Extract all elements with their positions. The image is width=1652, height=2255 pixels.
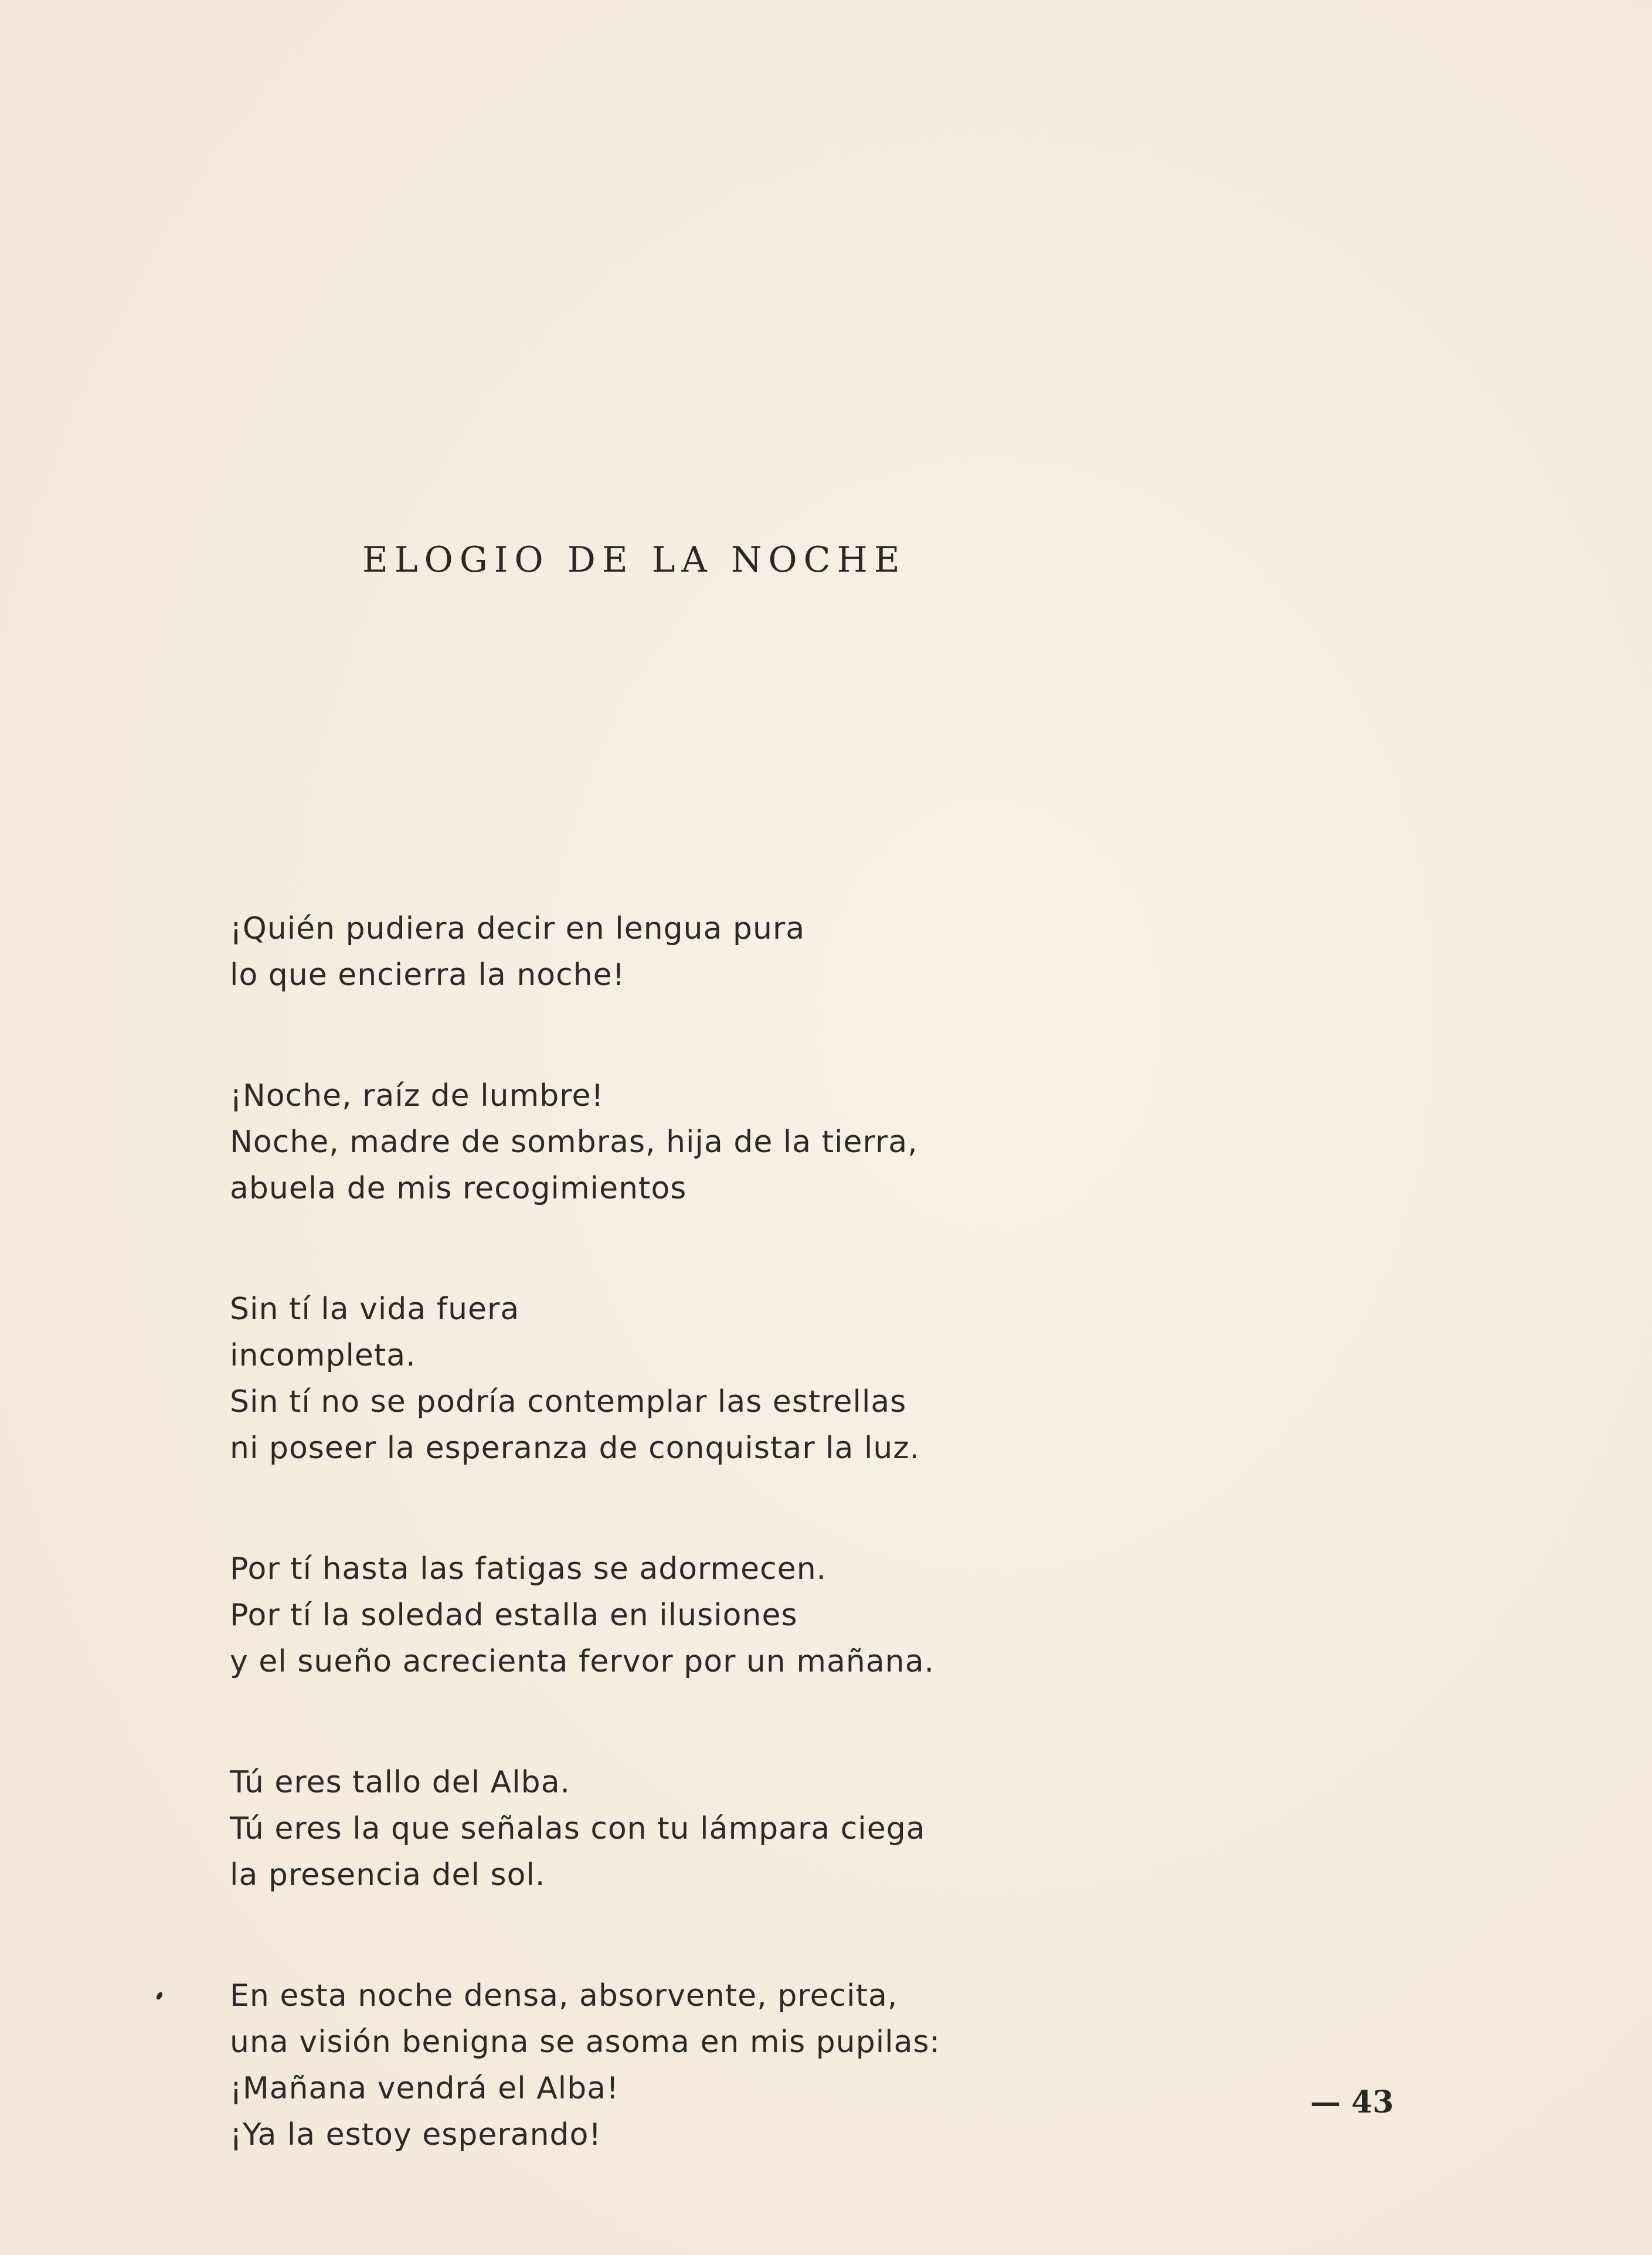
stanza [230, 1973, 1285, 2158]
stanza [230, 1073, 1285, 1212]
verse-line: ¡Noche, raíz de lumbre! [230, 1078, 604, 1113]
verse-line: Sin tí no se podría contemplar las estrellas [230, 1384, 907, 1419]
verse-line: ni poseer la esperanza de conquistar la luz. [230, 1431, 920, 1466]
verse-line: Tú eres la que señalas con tu lámpara ciega [230, 1811, 926, 1846]
poem-body [230, 906, 1285, 2233]
verse-line: incompleta. [230, 1338, 416, 1373]
verse-line: una visión benigna se asoma en mis pupilas: [230, 2025, 941, 2060]
verse-line: En esta noche densa, absorvente, precita, [230, 1978, 898, 2013]
stanza [230, 1760, 1285, 1899]
poem-title: ELOGIO DE LA NOCHE [362, 539, 906, 580]
verse-line: Sin tí la vida fuera [230, 1292, 520, 1327]
page-number: — 43 [1310, 2084, 1394, 2120]
verse-line: ¡Ya la estoy esperando! [230, 2117, 602, 2152]
verse-line: lo que encierra la noche! [230, 957, 626, 993]
verse-line: ¡Quién pudiera decir en lengua pura [230, 911, 805, 946]
verse-line: ¡Mañana vendrá el Alba! [230, 2071, 619, 2106]
stanza [230, 1546, 1285, 1685]
verse-line: la presencia del sol. [230, 1857, 546, 1893]
verse-line: Por tí la soledad estalla en ilusiones [230, 1598, 798, 1633]
ink-mark [155, 1991, 164, 2001]
verse-line: y el sueño acrecienta fervor por un mañana. [230, 1644, 935, 1679]
stanza [230, 1286, 1285, 1472]
verse-line: Tú eres tallo del Alba. [230, 1765, 571, 1800]
stanza [230, 906, 1285, 999]
verse-line: Por tí hasta las fatigas se adormecen. [230, 1551, 827, 1587]
verse-line: abuela de mis recogimientos [230, 1171, 687, 1206]
verse-line: Noche, madre de sombras, hija de la tierra, [230, 1125, 918, 1160]
